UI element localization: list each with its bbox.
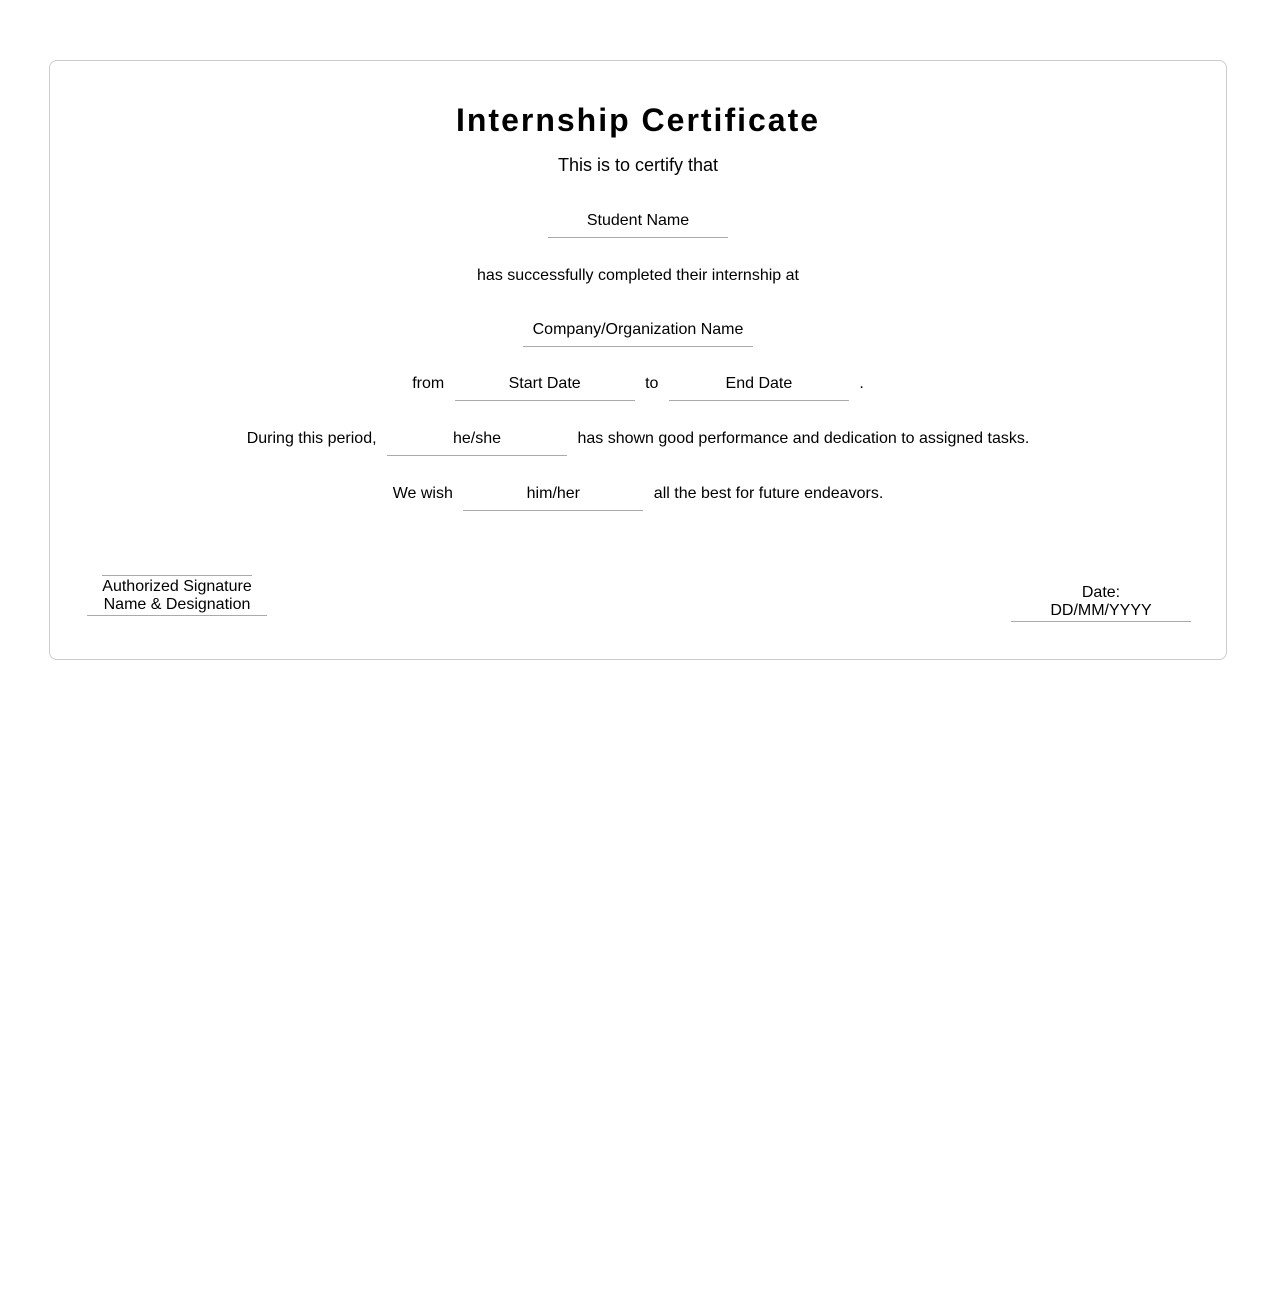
performance-row	[50, 429, 1226, 456]
performance-text: has shown good performance and dedication to assigned tasks.	[577, 430, 1030, 447]
pronoun-object-field[interactable]: him/her	[463, 484, 643, 511]
signature-label: Authorized Signature	[102, 578, 252, 595]
student-name-field[interactable]: Student Name	[548, 211, 728, 238]
signature-block	[87, 575, 267, 616]
start-date-field[interactable]: Start Date	[455, 374, 635, 401]
end-date-field[interactable]: End Date	[669, 374, 849, 401]
completed-text: has successfully completed their internship at	[477, 267, 799, 284]
wish-text: all the best for future endeavors.	[653, 485, 884, 502]
date-field[interactable]	[1011, 584, 1191, 622]
company-row	[50, 320, 1226, 347]
certificate-title: Internship Certificate	[455, 102, 821, 138]
period-end: .	[859, 375, 864, 392]
student-row	[50, 211, 1226, 238]
wish-row	[50, 484, 1226, 511]
company-name-field[interactable]: Company/Organization Name	[523, 320, 753, 347]
certify-intro: This is to certify that	[557, 155, 719, 175]
date-label: Date:	[1081, 584, 1121, 601]
designation-label: Name & Designation	[103, 596, 251, 613]
date-value: DD/MM/YYYY	[1050, 602, 1152, 619]
wish-label: We wish	[392, 485, 453, 502]
signature-line	[102, 575, 252, 576]
during-label: During this period,	[246, 430, 377, 447]
pronoun-subject-field[interactable]: he/she	[387, 429, 567, 456]
certificate-card	[49, 60, 1227, 660]
to-label: to	[645, 375, 659, 392]
from-label: from	[412, 375, 445, 392]
signature-field[interactable]	[87, 578, 267, 616]
period-row	[50, 374, 1226, 401]
